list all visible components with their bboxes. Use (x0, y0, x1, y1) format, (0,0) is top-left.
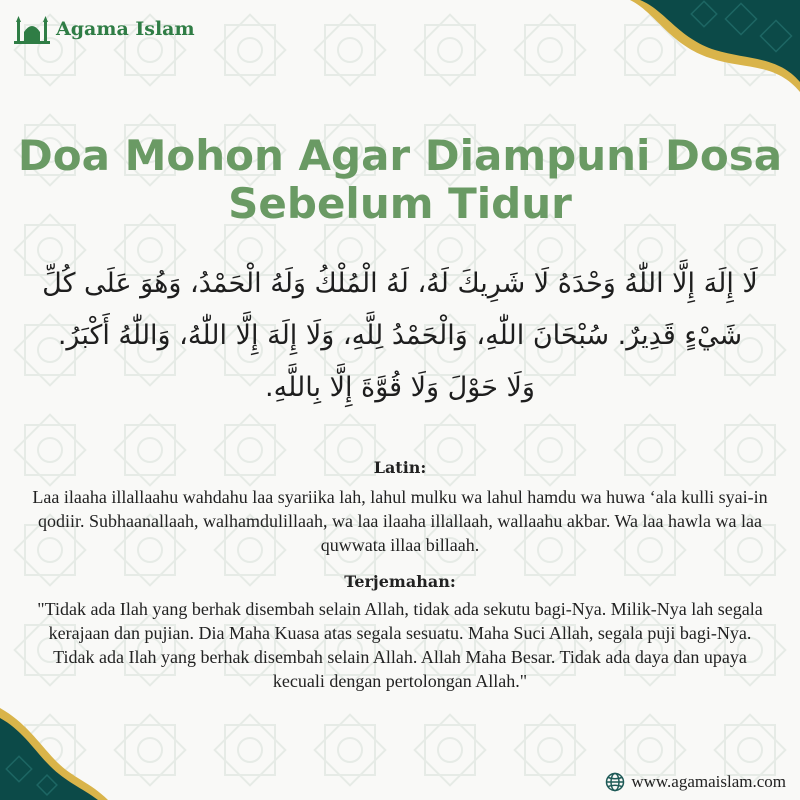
mosque-icon (14, 14, 50, 44)
title-line-2: Sebelum Tidur (228, 179, 572, 228)
latin-text: Laa ilaaha illallaahu wahdahu laa syariika lah, lahul mulku wa lahul hamdu wa huwa ‘ala kulli syai-in qodiir. Subhaanallaah, walhamdulillaah, wa laa ilaaha illallaah, wallaahu akbar. Wa laa hawla wa laa quwwata illaa billaah. (32, 487, 768, 555)
website-url[interactable]: www.agamaislam.com (631, 772, 786, 791)
corner-ornament-top-right (610, 0, 800, 100)
corner-ornament-bottom-left (0, 690, 110, 800)
title-line-1: Doa Mohon Agar Diampuni Dosa (17, 131, 783, 180)
translation-heading: Terjemahan: (344, 572, 456, 591)
page-title (0, 132, 800, 228)
globe-icon (605, 772, 625, 792)
translation-text: "Tidak ada Ilah yang berhak disembah selain Allah, tidak ada sekutu bagi-Nya. Milik-Nya lah segala kerajaan dan pujian. Dia Maha Kuasa atas segala sesuatu. Maha Suci Allah, segala puji bagi-Nya. Tidak ada Ilah yang berhak disembah selain Allah. Allah Maha Besar. Tidak ada daya dan upaya kecuali dengan pertolongan Allah." (37, 599, 763, 691)
website-footer (605, 772, 786, 792)
latin-heading: Latin: (373, 458, 427, 477)
brand-logo (14, 14, 195, 44)
brand-name: Agama Islam (56, 18, 195, 40)
arabic-prayer-text: لَا إِلَهَ إِلَّا اللّٰهُ وَحْدَهُ لَا شَرِيكَ لَهُ، لَهُ الْمُلْكُ وَلَهُ الْحَمْدُ، وَهُوَ عَلَى كُلِّ شَيْءٍ قَدِيرٌ. سُبْحَانَ اللّٰهِ، وَالْحَمْدُ لِلَّهِ، وَلَا إِلَهَ إِلَّا اللّٰهُ، وَاللّٰهُ أَكْبَرُ. وَلَا حَوْلَ وَلَا قُوَّةَ إِلَّا بِاللَّهِ. (42, 268, 758, 403)
